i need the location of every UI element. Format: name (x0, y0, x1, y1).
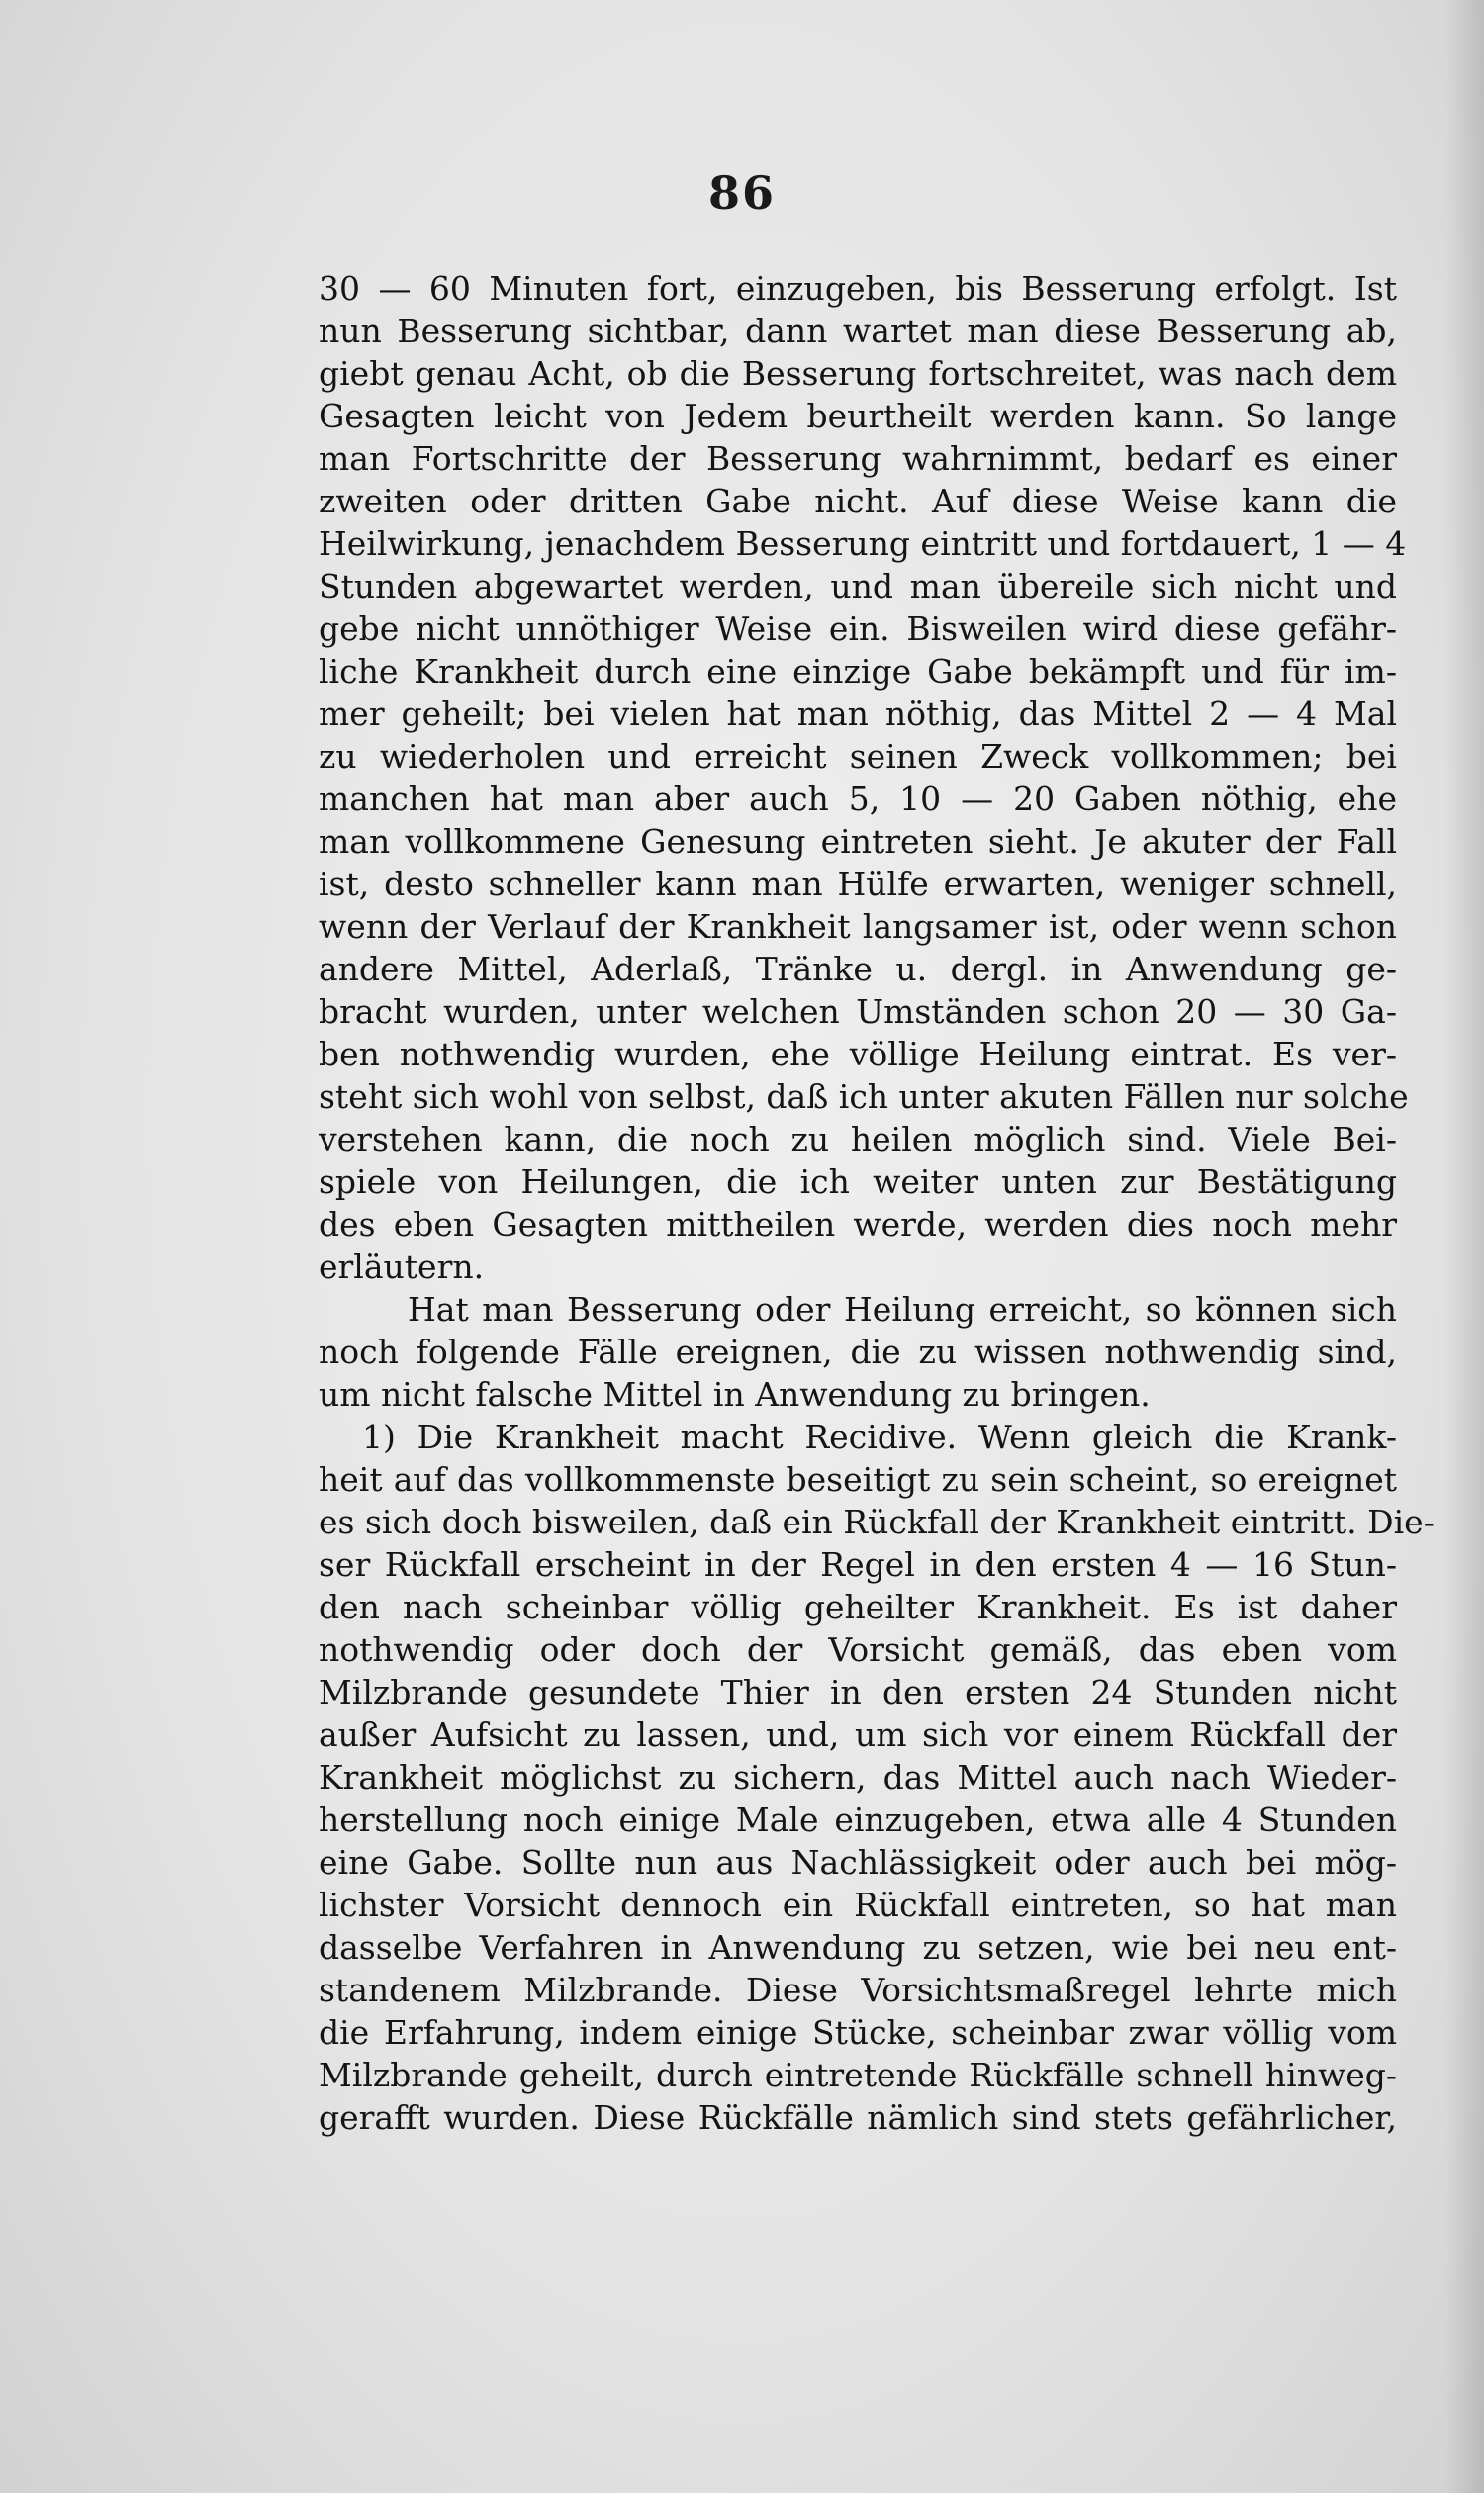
paragraph-2 (319, 1288, 1397, 1416)
text-line: außer Aufsicht zu lassen, und, um sich vor einem Rückfall der (319, 1715, 1397, 1754)
text-line: gerafft wurden. Diese Rückfälle nämlich sind stets gefährlicher, (319, 2098, 1397, 2137)
text-line: wenn der Verlauf der Krankheit langsamer ist, oder wenn schon (319, 907, 1397, 946)
text-line: Krankheit möglichst zu sichern, das Mittel auch nach Wieder- (319, 1758, 1397, 1797)
text-line: ist, desto schneller kann man Hülfe erwarten, weniger schnell, (319, 865, 1397, 903)
text-line: Milzbrande geheilt, durch eintretende Rückfälle schnell hinweg- (319, 2056, 1397, 2094)
text-line: des eben Gesagten mittheilen werde, werden dies noch mehr (319, 1205, 1397, 1244)
text-line: Gesagten leicht von Jedem beurtheilt werden kann. So lange (319, 397, 1397, 435)
text-line: erläutern. (319, 1247, 485, 1286)
text-line: spiele von Heilungen, die ich weiter unten zur Bestätigung (319, 1162, 1397, 1201)
text-line: 30 — 60 Minuten fort, einzugeben, bis Besserung erfolgt. Ist (319, 269, 1397, 308)
text-line: Hat man Besserung oder Heilung erreicht, so können sich (408, 1290, 1397, 1329)
text-line: eine Gabe. Sollte nun aus Nachlässigkeit oder auch bei mög- (319, 1843, 1397, 1882)
text-line: den nach scheinbar völlig geheilter Krankheit. Es ist daher (319, 1588, 1397, 1626)
text-line: nun Besserung sichtbar, dann wartet man diese Besserung ab, (319, 312, 1397, 350)
body-text (319, 267, 1435, 2139)
text-line: noch folgende Fälle ereignen, die zu wissen nothwendig sind, (319, 1333, 1397, 1371)
text-line: man vollkommene Genesung eintreten sieht. Je akuter der Fall (319, 822, 1397, 861)
page-edge-shadow (1444, 0, 1484, 2493)
text-line: zweiten oder dritten Gabe nicht. Auf diese Weise kann die (319, 482, 1397, 520)
text-line: giebt genau Acht, ob die Besserung fortschreitet, was nach dem (319, 354, 1397, 393)
text-line: ser Rückfall erscheint in der Regel in den ersten 4 — 16 Stun- (319, 1545, 1397, 1584)
text-line: gebe nicht unnöthiger Weise ein. Bisweilen wird diese gefähr- (319, 609, 1397, 648)
text-line: bracht wurden, unter welchen Umständen schon 20 — 30 Ga- (319, 992, 1397, 1031)
text-line: dasselbe Verfahren in Anwendung zu setzen, wie bei neu ent- (319, 1928, 1397, 1967)
text-line: ben nothwendig wurden, ehe völlige Heilung eintrat. Es ver- (319, 1035, 1397, 1073)
text-line: herstellung noch einige Male einzugeben, etwa alle 4 Stunden (319, 1800, 1397, 1839)
text-line: es sich doch bisweilen, daß ein Rückfall der Krankheit eintritt. Die- (319, 1503, 1435, 1541)
text-line: Stunden abgewartet werden, und man übereile sich nicht und (319, 567, 1397, 605)
text-line: zu wiederholen und erreicht seinen Zweck vollkommen; bei (319, 737, 1397, 776)
text-line: nothwendig oder doch der Vorsicht gemäß, das eben vom (319, 1630, 1397, 1669)
text-line: mer geheilt; bei vielen hat man nöthig, das Mittel 2 — 4 Mal (319, 694, 1397, 733)
paragraph-3 (319, 1416, 1435, 2139)
text-line: steht sich wohl von selbst, daß ich unter akuten Fällen nur solche (319, 1077, 1409, 1116)
text-line: um nicht falsche Mittel in Anwendung zu bringen. (319, 1375, 1151, 1414)
text-line: die Erfahrung, indem einige Stücke, scheinbar zwar völlig vom (319, 2013, 1397, 2052)
text-line: 1) Die Krankheit macht Recidive. Wenn gleich die Krank- (362, 1418, 1397, 1456)
text-line: Heilwirkung, jenachdem Besserung eintritt und fortdauert, 1 — 4 (319, 524, 1407, 563)
text-line: standenem Milzbrande. Diese Vorsichtsmaßregel lehrte mich (319, 1971, 1397, 2009)
text-line: liche Krankheit durch eine einzige Gabe bekämpft und für im- (319, 652, 1397, 691)
text-line: Milzbrande gesundete Thier in den ersten 24 Stunden nicht (319, 1673, 1397, 1711)
text-line: verstehen kann, die noch zu heilen möglich sind. Viele Bei- (319, 1120, 1397, 1158)
page-number: 86 (707, 166, 776, 220)
text-line: heit auf das vollkommenste beseitigt zu sein scheint, so ereignet (319, 1460, 1397, 1499)
text-line: lichster Vorsicht dennoch ein Rückfall eintreten, so hat man (319, 1886, 1397, 1924)
paragraph-1 (319, 267, 1409, 1288)
text-line: andere Mittel, Aderlaß, Tränke u. dergl. in Anwendung ge- (319, 950, 1397, 988)
text-line: manchen hat man aber auch 5, 10 — 20 Gaben nöthig, ehe (319, 780, 1397, 818)
text-line: man Fortschritte der Besserung wahrnimmt, bedarf es einer (319, 439, 1397, 478)
